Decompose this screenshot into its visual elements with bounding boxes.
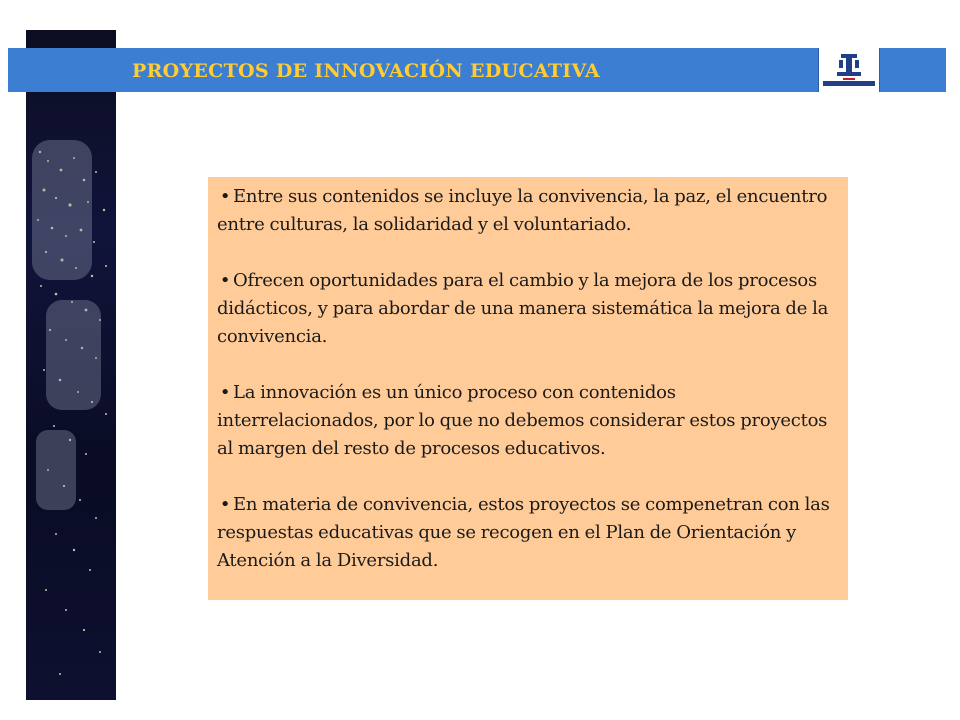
list-item [217, 491, 842, 575]
bullet-icon: • [219, 382, 231, 403]
list-item [217, 183, 842, 239]
bullet-icon: • [219, 494, 231, 515]
list-item-text: Ofrecen oportunidades para el cambio y la mejora de los procesos didácticos, y para abordar de una manera sistemática la mejora de la convivencia. [217, 270, 829, 347]
bullet-icon: • [219, 270, 231, 291]
content-panel [208, 177, 848, 600]
list-item [217, 267, 842, 351]
list-item-text: Entre sus contenidos se incluye la convivencia, la paz, el encuentro entre culturas, la solidaridad y el voluntariado. [217, 186, 828, 235]
bullet-icon: • [219, 186, 231, 207]
page-title: PROYECTOS DE INNOVACIÓN EDUCATIVA [132, 60, 601, 82]
earth-at-night-image [26, 30, 116, 700]
junta-castilla-la-mancha-logo [818, 48, 880, 92]
list-item-text: En materia de convivencia, estos proyectos se compenetran con las respuestas educativas que se recogen en el Plan de Orientación y Atención a la Diversidad. [217, 494, 830, 571]
list-item [217, 379, 842, 463]
list-item-text: La innovación es un único proceso con contenidos interrelacionados, por lo que no debemos considerar estos proyectos al margen del resto de procesos educativos. [217, 382, 828, 459]
